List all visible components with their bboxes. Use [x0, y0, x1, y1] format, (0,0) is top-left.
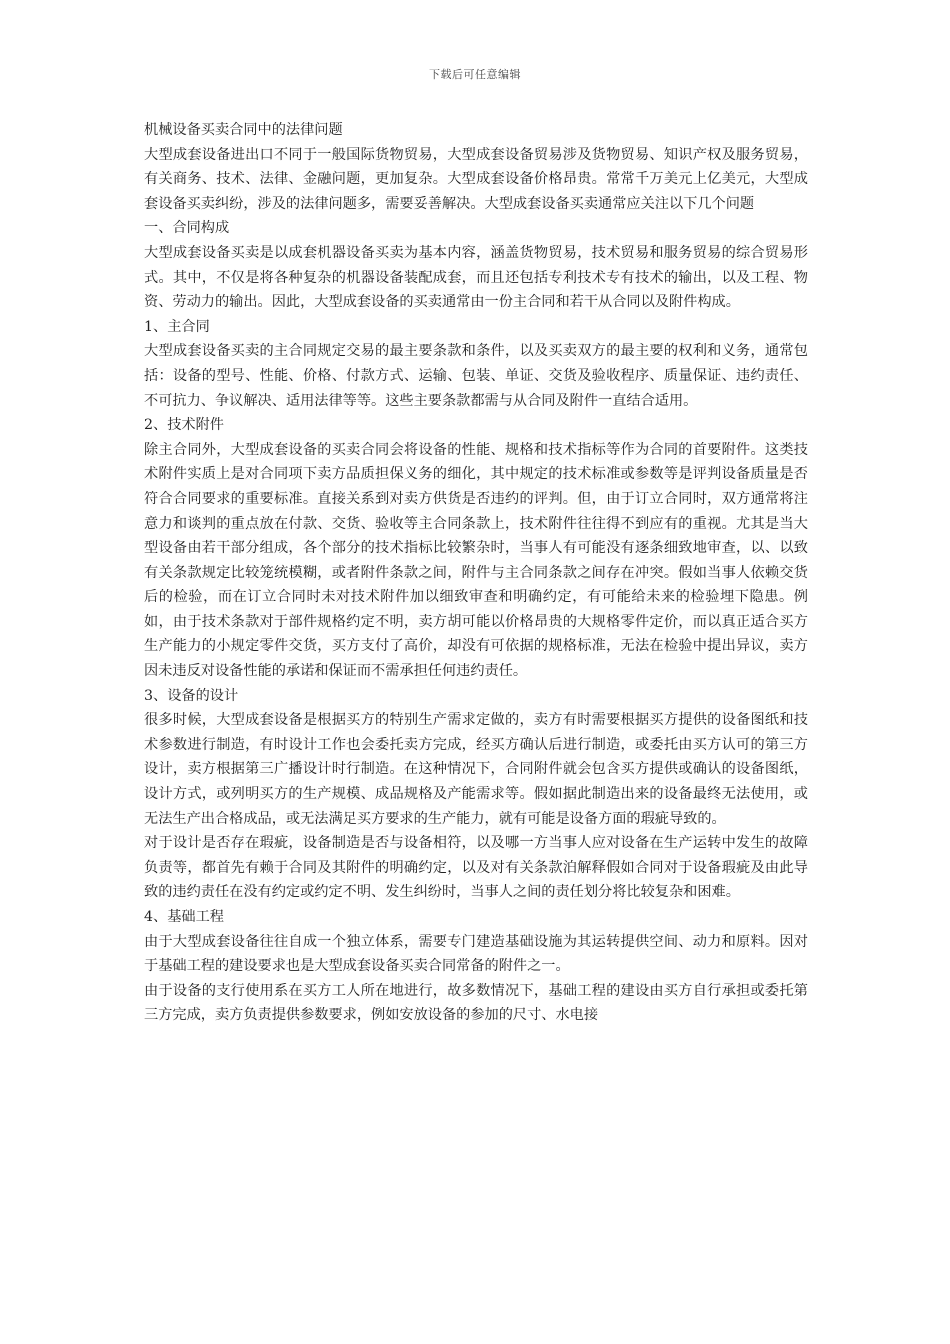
item-paragraph-foundation-works-2: 由于设备的支行使用系在买方工人所在地进行，故多数情况下，基础工程的建设由买方自行承担或委托第三方完成，卖方负责提供参数要求，例如安放设备的参加的尺寸、水电接: [144, 982, 808, 1024]
item-paragraph-equipment-design-1: 很多时候，大型成套设备是根据买方的特别生产需求定做的，卖方有时需要根据买方提供的设备图纸和技术参数进行制造，有时设计工作也会委托卖方完成，经买方确认后进行制造，或委托由买方认可的第三方设计，卖方根据第三广播设计时行制造。在这种情况下，合同附件就会包含买方提供或确认的设备图纸，设计方式，或列明买方的生产规模、成品规格及产能需求等。假如据此制造出来的设备最终无法使用，或无法生产出合格成品，或无法满足买方要求的生产能力，就有可能是设备方面的瑕疵导致的。: [144, 712, 808, 827]
item-paragraph-technical-annex: 除主合同外，大型成套设备的买卖合同会将设备的性能、规格和技术指标等作为合同的首要附件。这类技术附件实质上是对合同项下卖方品质担保义务的细化，其中规定的技术标准或参数等是评判设备质量是否符合合同要求的重要标准。直接关系到对卖方供货是否违约的评判。但，由于订立合同时，双方通常将注意力和谈判的重点放在付款、交货、验收等主合同条款上，技术附件往往得不到应有的重视。尤其是当大型设备由若干部分组成，各个部分的技术指标比较繁杂时，当事人有可能没有逐条细致地审查，以、以致有关条款规定比较笼统模糊，或者附件条款之间，附件与主合同条款之间存在冲突。假如当事人依赖交货后的检验，而在订立合同时未对技术附件加以细致审查和明确约定，有可能给未来的检验埋下隐患。例如，由于技术条款对于部件规格约定不明，卖方胡可能以价格昂贵的大规格零件定价，而以真正适合买方生产能力的小规定零件交货，买方支付了高价，却没有可依据的规格标准，无法在检验中提出异议，卖方因未违反对设备性能的承诺和保证而不需承担任何违约责任。: [144, 441, 808, 680]
document-title: 机械设备买卖合同中的法律问题: [144, 122, 343, 138]
page-header: 下载后可任意编辑: [429, 68, 521, 81]
item-heading-technical-annex: 2、技术附件: [144, 417, 224, 434]
intro-paragraph: 大型成套设备进出口不同于一般国际货物贸易，大型成套设备贸易涉及货物贸易、知识产权及服务贸易，有关商务、技术、法律、金融问题，更加复杂。大型成套设备价格昂贵。常常千万美元上亿美元，大型成套设备买卖纠纷，涉及的法律问题多，需要妥善解决。大型成套设备买卖通常应关注以下几个问题: [144, 146, 808, 212]
item-heading-main-contract: 1、主合同: [144, 318, 210, 335]
item-paragraph-main-contract: 大型成套设备买卖的主合同规定交易的最主要条款和条件，以及买卖双方的最主要的权利和义务，通常包括：设备的型号、性能、价格、付款方式、运输、包装、单证、交货及验收程序、质量保证、违约责任、不可抗力、争议解决、适用法律等等。这些主要条款都需与从合同及附件一直结合适用。: [144, 343, 808, 409]
section-paragraph-contract-structure: 大型成套设备买卖是以成套机器设备买卖为基本内容，涵盖货物贸易，技术贸易和服务贸易的综合贸易形式。其中，不仅是将各种复杂的机器设备装配成套，而且还包括专利技术专有技术的输出，以及工程、物资、劳动力的输出。因此，大型成套设备的买卖通常由一份主合同和若干从合同以及附件构成。: [144, 244, 808, 311]
item-heading-foundation-works: 4、基础工程: [144, 909, 224, 925]
item-heading-equipment-design: 3、设备的设计: [144, 687, 239, 704]
document-body: [144, 118, 808, 1028]
item-paragraph-equipment-design-2: 对于设计是否存在瑕疵，设备制造是否与设备相符，以及哪一方当事人应对设备在生产运转中发生的故障负责等，都首先有赖于合同及其附件的明确约定，以及对有关条款泊解释假如合同对于设备瑕疵及由此导致的违约责任在没有约定或约定不明、发生纠纷时，当事人之间的责任划分将比较复杂和困难。: [144, 835, 808, 901]
item-paragraph-foundation-works-1: 由于大型成套设备往往自成一个独立体系，需要专门建造基础设施为其运转提供空间、动力和原料。因对于基础工程的建设要求也是大型成套设备买卖合同常备的附件之一。: [144, 933, 808, 975]
section-heading-contract-structure: 一、合同构成: [144, 220, 230, 237]
